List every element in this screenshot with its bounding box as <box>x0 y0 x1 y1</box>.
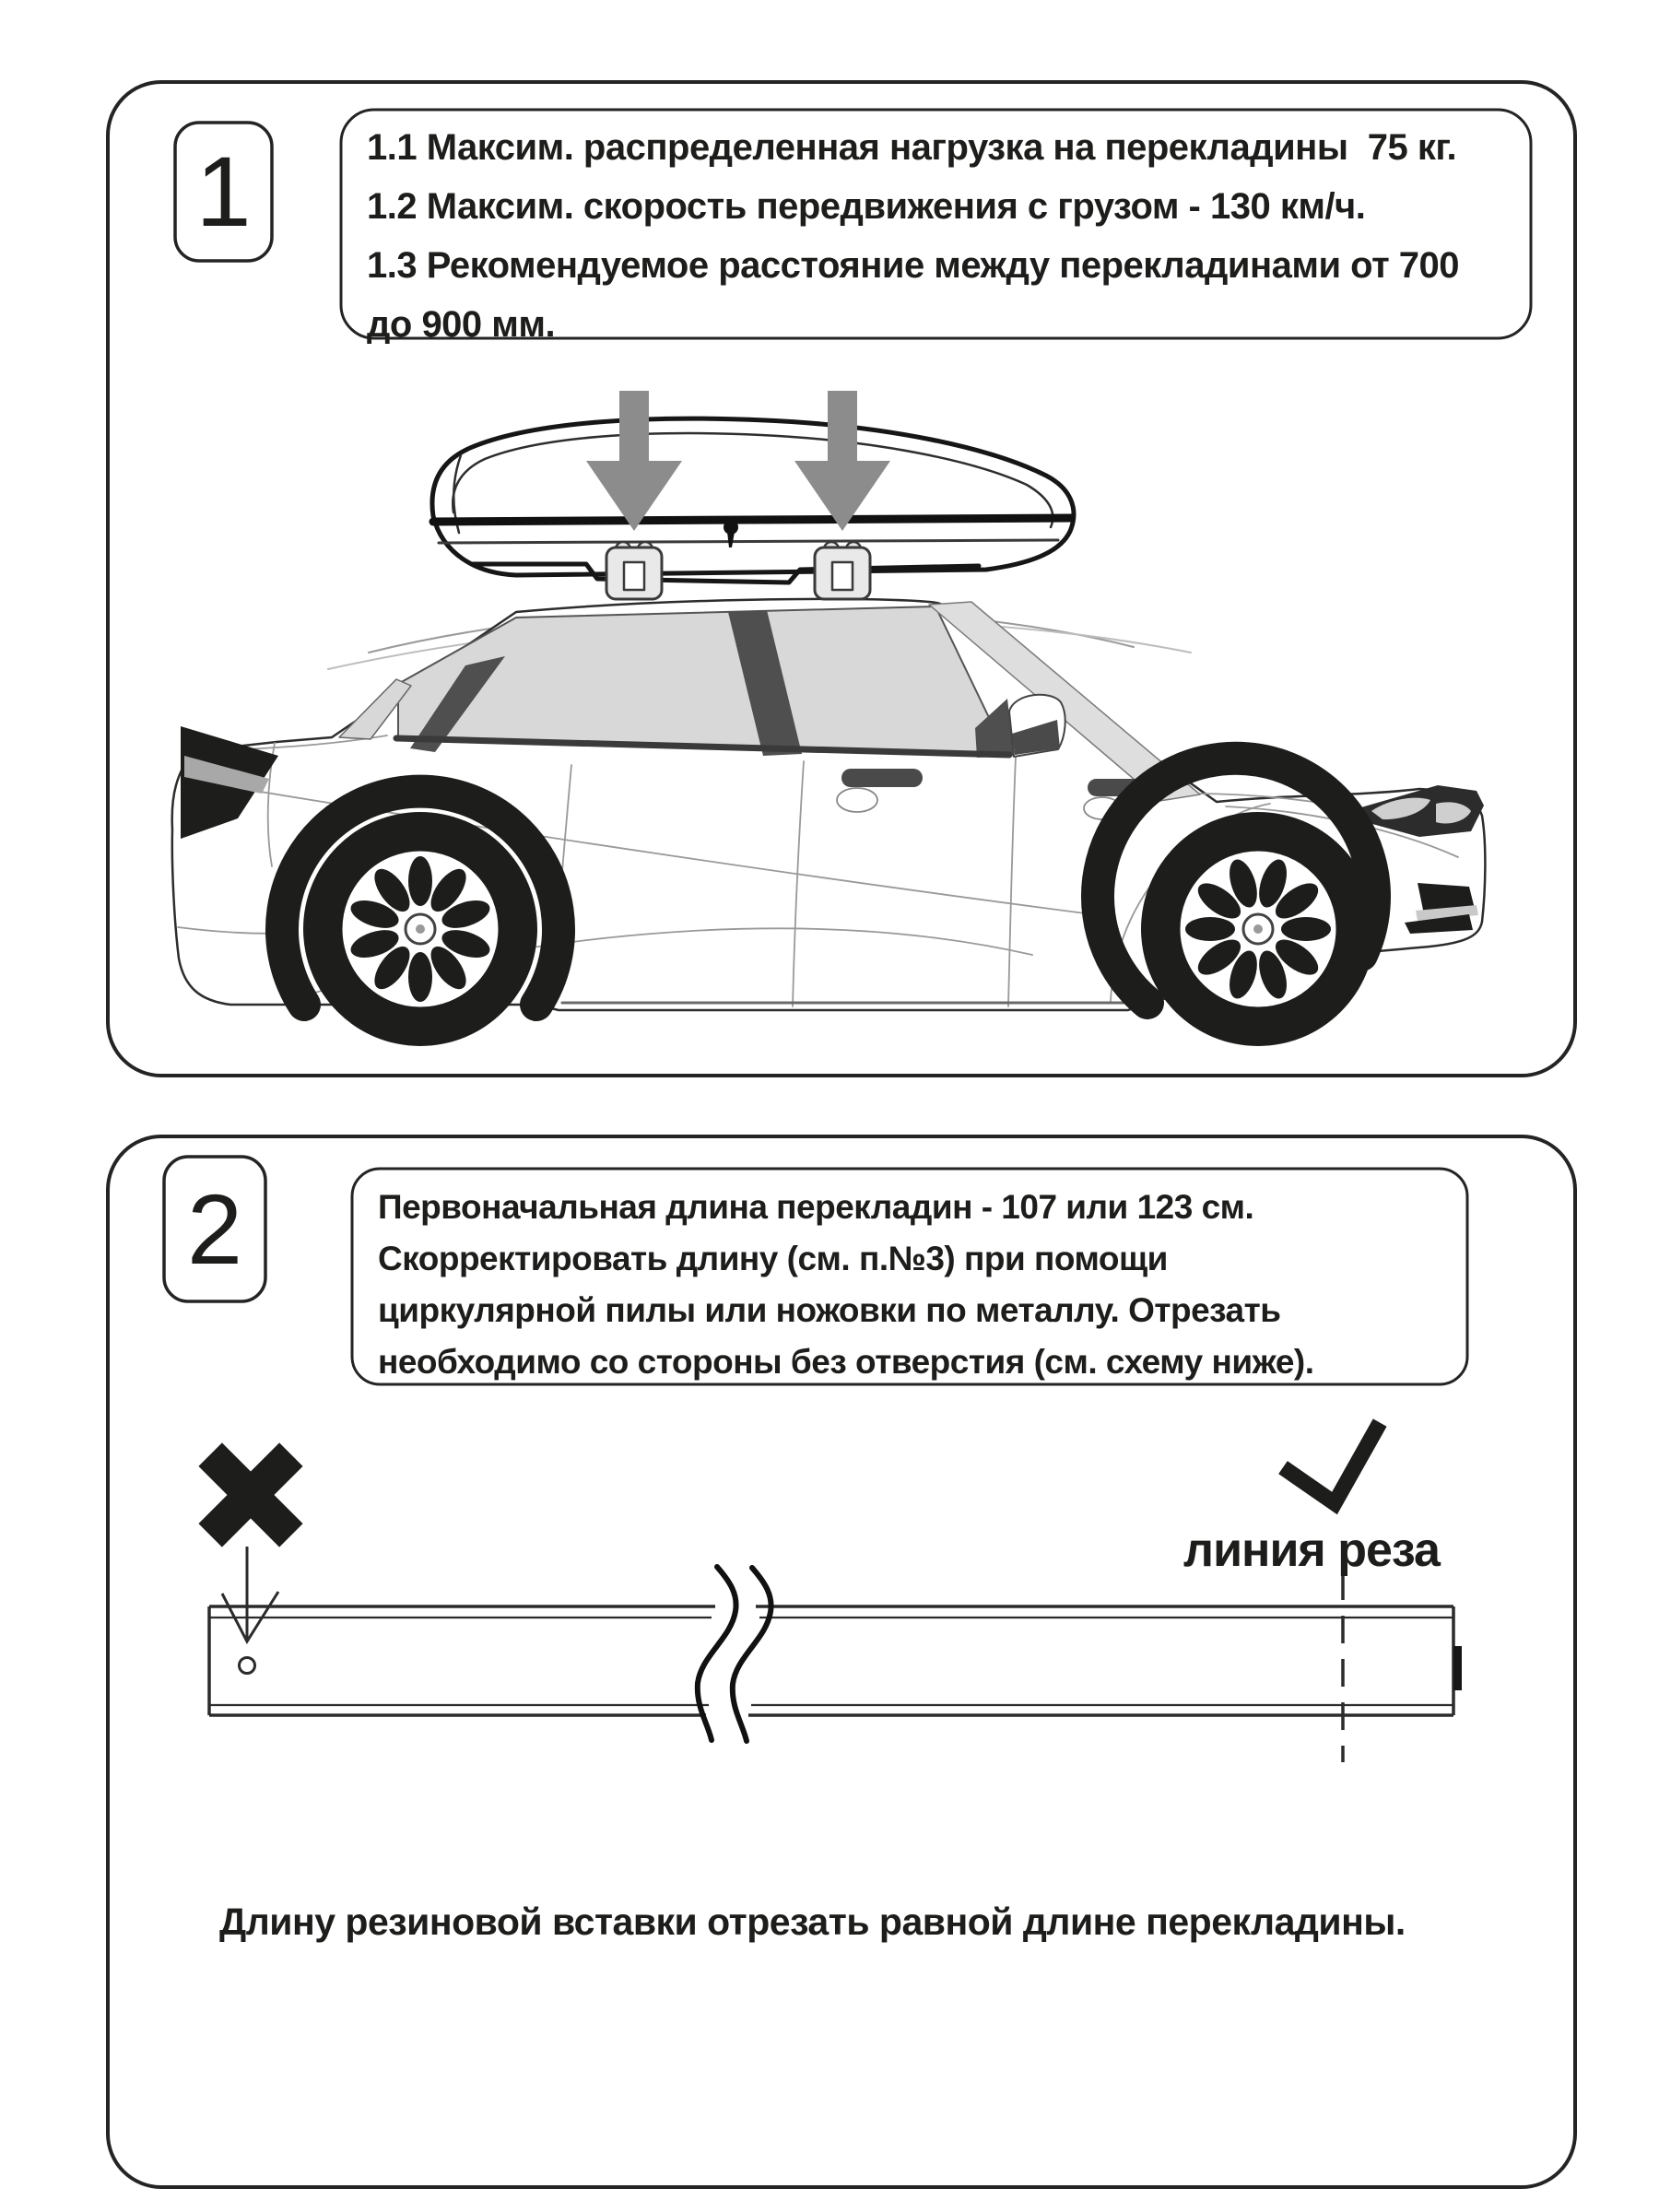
panel-2-instruction-line-4: необходимо со стороны без отверстия (см. схему ниже). <box>378 1343 1314 1381</box>
panel-1-instruction-line-4: до 900 мм. <box>367 304 556 345</box>
crossbar-hole <box>240 1658 255 1674</box>
crossbar-clamp-right <box>815 542 870 599</box>
crossbar-clamp-left <box>606 542 662 599</box>
rear-door-handle <box>841 769 923 787</box>
panel-1-number: 1 <box>195 135 252 247</box>
cut-line-label: линия реза <box>1183 1524 1440 1577</box>
rear-wheel <box>303 812 537 1046</box>
panel-2-instruction-line-2: Скорректировать длину (см. п.№3) при помощи <box>378 1240 1168 1277</box>
panel-1-instruction-line-2: 1.2 Максим. скорость передвижения с грузом - 130 км/ч. <box>367 186 1366 227</box>
panel-2-caption: Длину резиновой вставки отрезать равной длине перекладины. <box>219 1900 1406 1943</box>
panel-2-instruction-line-3: циркулярной пилы или ножовки по металлу. Отрезать <box>378 1291 1281 1329</box>
panel-1-instruction-line-3: 1.3 Рекомендуемое расстояние между перекладинами от 700 <box>367 245 1460 286</box>
front-wheel <box>1141 812 1375 1046</box>
crossbar-end-stub <box>1453 1646 1462 1690</box>
side-mirror <box>1009 695 1065 757</box>
panel-2-instruction-line-1: Первоначальная длина перекладин - 107 или 123 см. <box>378 1188 1254 1226</box>
panel-1-instruction-line-1: 1.1 Максим. распределенная нагрузка на перекладины 75 кг. <box>367 127 1457 168</box>
roof-box-lid-seam <box>433 518 1071 522</box>
panel-2-number: 2 <box>186 1172 243 1285</box>
